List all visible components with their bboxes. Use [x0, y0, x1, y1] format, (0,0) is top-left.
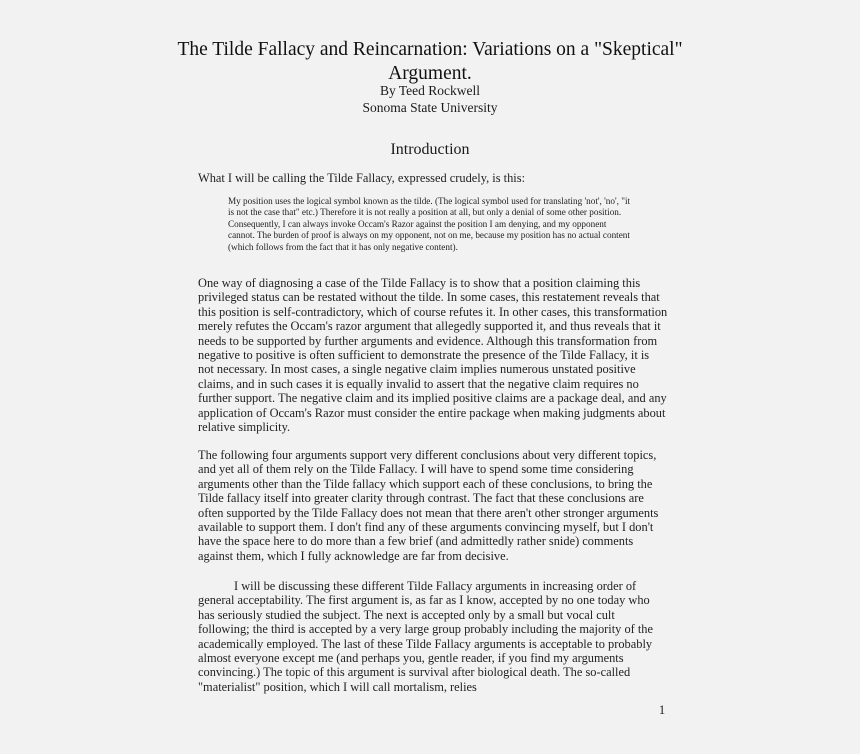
page-number: 1: [658, 703, 666, 717]
paragraph-1: One way of diagnosing a case of the Tilde Fallacy is to show that a position claiming this privileged status can be restated without the tilde. In some cases, this restatement reveals that this position is self-contradictory, which of course refutes it. In other cases, this transformation merely refutes the Occam's razor argument that allegedly supported it, and thus reveals that it needs to be supported by further arguments and evidence. Although this transformation from negative to positive is often sufficient to demonstrate the presence of the Tilde Fallacy, it is not necessary. In most cases, a single negative claim implies numerous unstated positive claims, and in such cases it is equally invalid to assert that the negative claim requires no further support. The negative claim and its implied positive claims are a package deal, and any application of Occam's Razor must consider the entire package when making judgments about relative simplicity.: [198, 276, 668, 435]
paragraph-2: The following four arguments support very different conclusions about very different topics, and yet all of them rely on the Tilde Fallacy. I will have to spend some time considering arguments other than the Tilde fallacy which support each of these conclusions, to bring the Tilde fallacy itself into greater clarity through contrast. The fact that these conclusions are often supported by the Tilde Fallacy does not mean that there aren't other stronger arguments available to support them. I don't find any of these arguments convincing myself, but I don't have the space here to do more than a few brief (and admittedly rather snide) comments against them, which I fully acknowledge are far from decisive.: [198, 448, 659, 563]
document-title: The Tilde Fallacy and Reincarnation: Variations on a "Skeptical" Argument.: [177, 39, 683, 84]
paragraph-3: I will be discussing these different Tilde Fallacy arguments in increasing order of general acceptability. The first argument is, as far as I know, accepted by no one today who has seriously studied the subject. The next is accepted only by a small but vocal cult following; the third is accepted by a very large group probably including the majority of the academically employed. The last of these Tilde Fallacy arguments is acceptable to probably almost everyone except me (and perhaps you, gentle reader, if you find my arguments convincing.) The topic of this argument is survival after biological death. The so-called "materialist" position, which I will call mortalism, relies: [198, 579, 654, 694]
byline: [280, 83, 580, 116]
section-heading: Introduction: [390, 141, 470, 158]
block-quote: My position uses the logical symbol known as the tilde. (The logical symbol used for translating 'not', 'no', "it is not the case that" etc.) Therefore it is not really a position at all, but only a denial of some other position. Consequently, I can always invoke Occam's Razor against the position I am denying, and my opponent cannot. The burden of proof is always on my opponent, not on me, because my position has no actual content (which follows from the fact that it has only negative content).: [228, 196, 631, 252]
intro-line: What I will be calling the Tilde Fallacy, expressed crudely, is this:: [198, 171, 526, 185]
author-name: By Teed Rockwell: [379, 83, 481, 98]
author-affiliation: Sonoma State University: [362, 99, 498, 115]
